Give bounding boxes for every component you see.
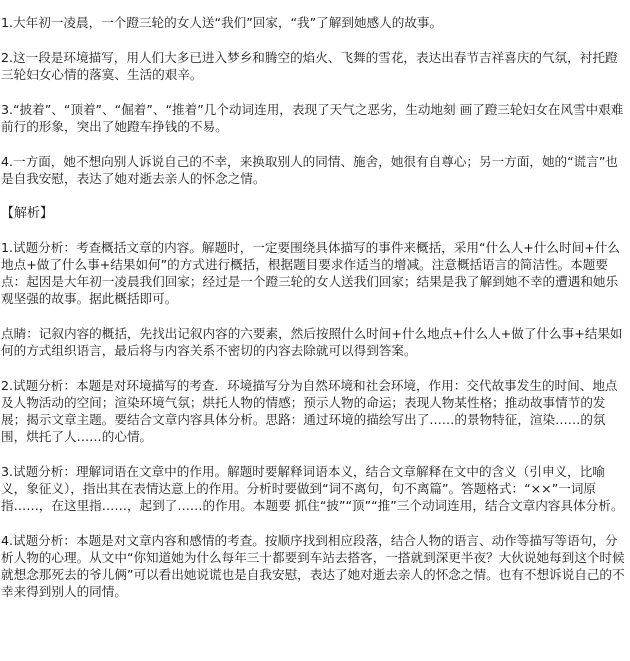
answer-3: 3.“披着”、“顶着”、“倔着”、“推着”几个动词连用，表现了天气之恶劣，生动地刻 画了蹬三轮妇女在风雪中艰难前行的形象，突出了她蹬车挣钱的不易。 <box>1 102 624 134</box>
answer-1: 1.大年初一凌晨，一个蹬三轮的女人送“我们”回家，“我”了解到她感人的故事。 <box>1 15 443 30</box>
analysis-1: 1.试题分析：考查概括文章的内容。解题时，一定要围绕具体描写的事件来概括，采用“什么人+什么时间+什么地点+做了什么事+结果如何”的方式进行概括，根据题目要求作适当的增减。注意概括语言的简洁性。本题要点：起因是大年初一凌晨我们回家；经过是一个蹬三轮的女人送我们回家；结果是我了解到她不幸的遭遇和她乐观坚强的故事。据此概括即可。 <box>1 240 620 306</box>
analysis-2: 2.试题分析：本题是对环境描写的考查．环境描写分为自然环境和社会环境，作用：交代故事发生的时间、地点及人物活动的空间；渲染环境气氛；烘托人物的情感；预示人物的命运；表现人物某性格；推动故事情节的发展；揭示文章主题。要结合文章内容具体分析。思路：通过环境的描绘写出了……的景物特征，渲染……的氛围，烘托了人……的心情。 <box>1 378 618 444</box>
analysis-header: 【解析】 <box>1 206 54 221</box>
analysis-3: 3.试题分析：理解词语在文章中的作用。解题时要解释词语本义，结合文章解释在文中的含义（引申义，比喻义，象征义），指出其在表情达意上的作用。分析时要做到“词不离句，句不离篇”。答题格式：“××”一词原指……，在这里指……，起到了……的作用。本题要 抓住“披”“顶”“推”三个动词连用，结合文章内容具体分析。 <box>1 464 624 513</box>
analysis-note: 点睛：记叙内容的概括，先找出记叙内容的六要素，然后按照什么时间+什么地点+什么人+做了什么事+结果如何的方式组织语言，最后将与内容关系不密切的内容去除就可以得到答案。 <box>1 326 623 358</box>
analysis-4: 4.试题分析：本题是对文章内容和感情的考查。按顺序找到相应段落，结合人物的语言、动作等描写等语句，分析人物的心理。从文中“你知道她为什么每年三十都要到车站去搭客，一搭就到深更半夜？大伙说她每到这个时候就想念那死去的爷儿俩”可以看出她说谎也是自我安慰，表达了她对逝去亲人的怀念之情。也有不想诉说自己的不幸来得到别人的同情。 <box>1 533 625 599</box>
answer-4: 4.一方面，她不想向别人诉说自己的不幸，来换取别人的同情、施舍，她很有自尊心；另一方面，她的“谎言”也是自我安慰，表达了她对逝去亲人的怀念之情。 <box>1 154 618 186</box>
answer-2: 2.这一段是环境描写，用人们大多已进入梦乡和腾空的焰火、飞舞的雪花，表达出春节吉祥喜庆的气氛，衬托蹬三轮妇女心情的落寞、生活的艰辛。 <box>1 50 618 82</box>
